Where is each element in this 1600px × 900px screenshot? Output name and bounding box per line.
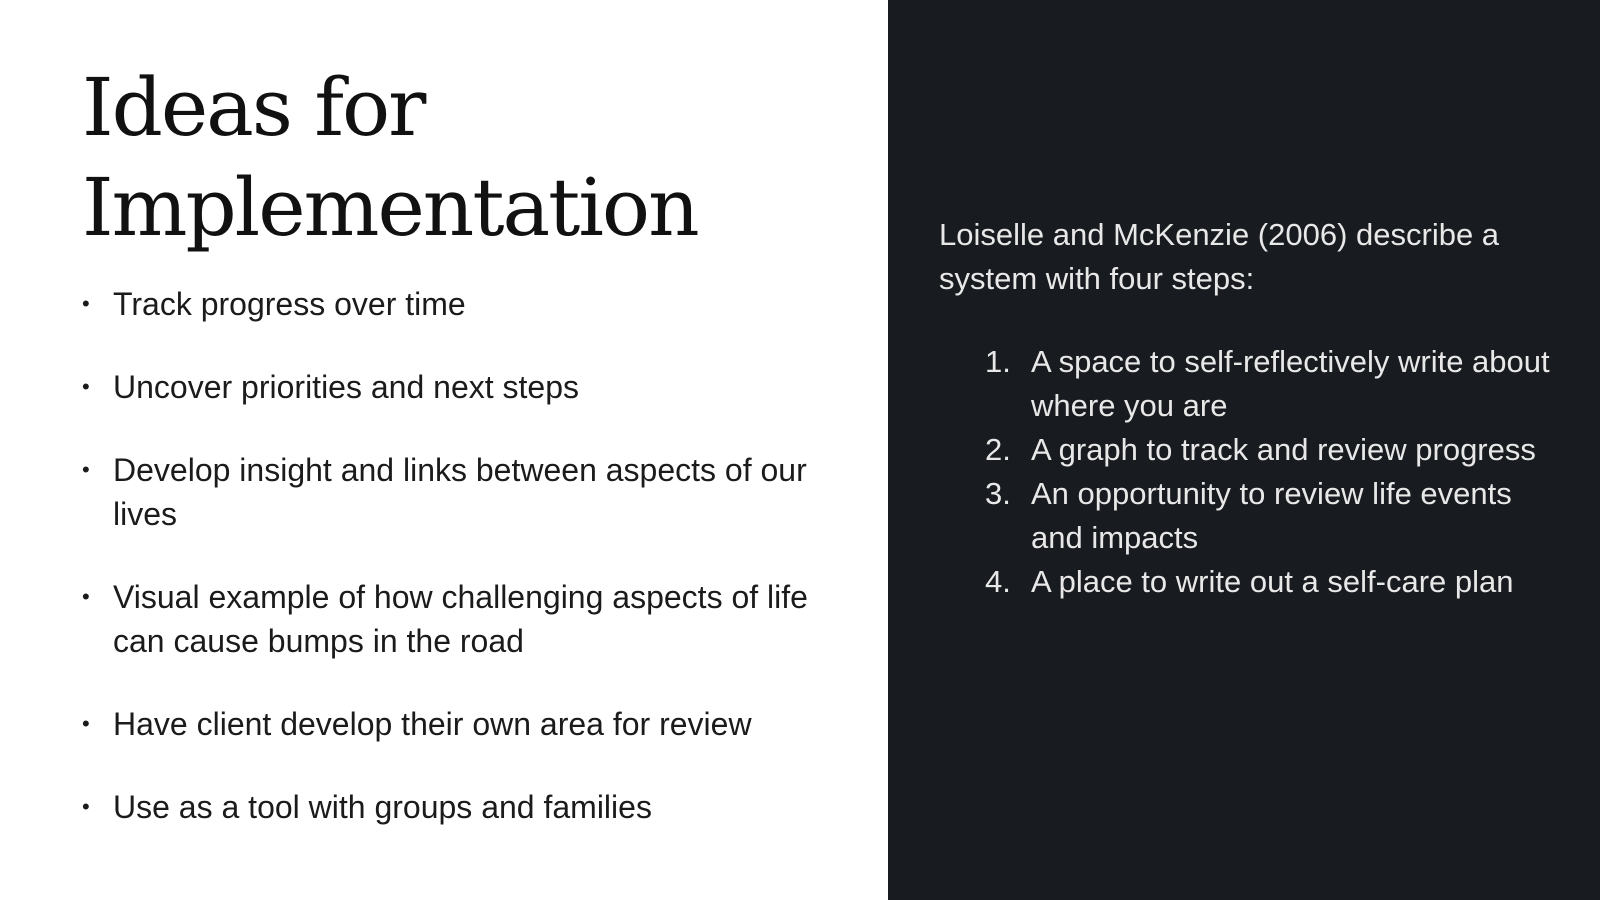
list-item-text: Develop insight and links between aspects of our lives (113, 452, 807, 532)
implementation-ideas-list (82, 282, 842, 829)
bullet-icon: • (82, 584, 90, 609)
bullet-icon: • (82, 794, 90, 819)
step-number: 1. (985, 344, 1011, 379)
list-item (82, 282, 842, 326)
list-item (82, 575, 842, 663)
numbered-list-item (939, 428, 1559, 472)
list-item-text: Track progress over time (113, 286, 466, 322)
slide-title-line-1: Ideas for (82, 61, 425, 154)
step-text: An opportunity to review life events and impacts (1031, 476, 1512, 555)
four-steps-list (939, 340, 1559, 604)
bullet-icon: • (82, 457, 90, 482)
bullet-icon: • (82, 374, 90, 399)
step-text: A graph to track and review progress (1031, 432, 1536, 467)
step-number: 3. (985, 476, 1011, 511)
list-item-text: Have client develop their own area for review (113, 706, 752, 742)
bullet-icon: • (82, 711, 90, 736)
numbered-list-item (939, 340, 1559, 428)
slide-title (82, 58, 862, 258)
list-item-text: Visual example of how challenging aspects of life can cause bumps in the road (113, 579, 808, 659)
step-number: 4. (985, 564, 1011, 599)
system-intro-text: Loiselle and McKenzie (2006) describe a system with four steps: (939, 217, 1500, 296)
list-item-text: Uncover priorities and next steps (113, 369, 579, 405)
step-number: 2. (985, 432, 1011, 467)
step-text: A place to write out a self-care plan (1031, 564, 1514, 599)
bullet-icon: • (82, 291, 90, 316)
list-item (82, 785, 842, 829)
list-item (82, 365, 842, 409)
slide-title-line-2: Implementation (82, 161, 698, 254)
numbered-list-item (939, 472, 1559, 560)
step-text: A space to self-reflectively write about where you are (1031, 344, 1550, 423)
list-item (82, 702, 842, 746)
numbered-list-item (939, 560, 1559, 604)
list-item-text: Use as a tool with groups and families (113, 789, 652, 825)
list-item (82, 448, 842, 536)
